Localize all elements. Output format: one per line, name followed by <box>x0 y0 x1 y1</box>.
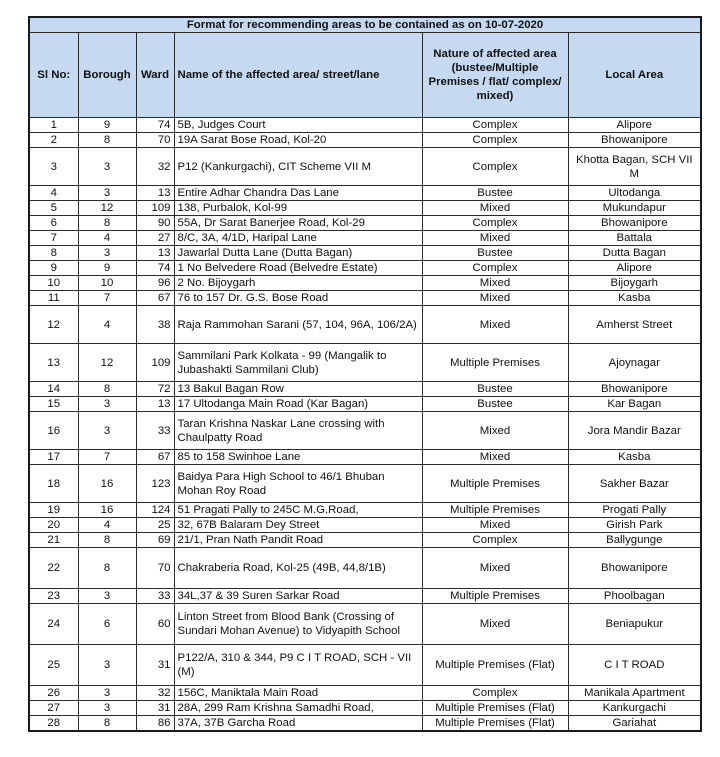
cell-name: 85 to 158 Swinhoe Lane <box>174 450 422 465</box>
cell-local-area: Gariahat <box>568 716 701 732</box>
cell-name: Chakraberia Road, Kol-25 (49B, 44,8/1B) <box>174 548 422 589</box>
cell-borough: 10 <box>78 276 136 291</box>
table-row <box>29 548 701 589</box>
cell-ward: 31 <box>136 701 174 716</box>
cell-local-area: Progati Pally <box>568 503 701 518</box>
cell-borough: 3 <box>78 186 136 201</box>
table-row <box>29 216 701 231</box>
cell-sl-no: 21 <box>29 533 78 548</box>
cell-nature: Mixed <box>422 412 568 450</box>
cell-name: 19A Sarat Bose Road, Kol-20 <box>174 133 422 148</box>
table-row <box>29 645 701 686</box>
cell-borough: 3 <box>78 645 136 686</box>
cell-sl-no: 27 <box>29 701 78 716</box>
cell-ward: 86 <box>136 716 174 732</box>
cell-borough: 12 <box>78 201 136 216</box>
cell-ward: 32 <box>136 148 174 186</box>
cell-nature: Bustee <box>422 397 568 412</box>
table-row <box>29 231 701 246</box>
cell-borough: 4 <box>78 306 136 344</box>
cell-sl-no: 25 <box>29 645 78 686</box>
cell-local-area: Battala <box>568 231 701 246</box>
cell-name: P122/A, 310 & 344, P9 C I T ROAD, SCH - VII (M) <box>174 645 422 686</box>
cell-name: Sammilani Park Kolkata - 99 (Mangalik to Jubashakti Sammilani Club) <box>174 344 422 382</box>
cell-sl-no: 8 <box>29 246 78 261</box>
cell-nature: Mixed <box>422 518 568 533</box>
cell-local-area: Alipore <box>568 261 701 276</box>
cell-local-area: Jora Mandir Bazar <box>568 412 701 450</box>
cell-sl-no: 26 <box>29 686 78 701</box>
cell-name: P12 (Kankurgachi), CIT Scheme VII M <box>174 148 422 186</box>
cell-name: Taran Krishna Naskar Lane crossing with Chaulpatty Road <box>174 412 422 450</box>
cell-nature: Mixed <box>422 306 568 344</box>
table-row <box>29 533 701 548</box>
table-row <box>29 118 701 133</box>
cell-nature: Bustee <box>422 246 568 261</box>
cell-borough: 8 <box>78 216 136 231</box>
table-row <box>29 246 701 261</box>
cell-ward: 70 <box>136 548 174 589</box>
cell-local-area: Bhowanipore <box>568 548 701 589</box>
table-row <box>29 261 701 276</box>
cell-local-area: Ballygunge <box>568 533 701 548</box>
cell-local-area: Kasba <box>568 450 701 465</box>
cell-ward: 67 <box>136 291 174 306</box>
cell-nature: Complex <box>422 216 568 231</box>
cell-local-area: Bijoygarh <box>568 276 701 291</box>
table-body <box>29 118 701 732</box>
cell-name: 37A, 37B Garcha Road <box>174 716 422 732</box>
cell-nature: Multiple Premises <box>422 344 568 382</box>
cell-name: Linton Street from Blood Bank (Crossing of Sundari Mohan Avenue) to Vidyapith School <box>174 604 422 645</box>
table-row <box>29 186 701 201</box>
cell-sl-no: 23 <box>29 589 78 604</box>
cell-nature: Complex <box>422 148 568 186</box>
cell-local-area: Kasba <box>568 291 701 306</box>
cell-sl-no: 28 <box>29 716 78 732</box>
cell-name: Jawarlal Dutta Lane (Dutta Bagan) <box>174 246 422 261</box>
cell-nature: Mixed <box>422 548 568 589</box>
cell-local-area: Ajoynagar <box>568 344 701 382</box>
cell-nature: Complex <box>422 686 568 701</box>
cell-ward: 96 <box>136 276 174 291</box>
cell-ward: 72 <box>136 382 174 397</box>
table-row <box>29 201 701 216</box>
cell-nature: Multiple Premises <box>422 503 568 518</box>
cell-local-area: Kankurgachi <box>568 701 701 716</box>
cell-nature: Complex <box>422 533 568 548</box>
cell-local-area: Kar Bagan <box>568 397 701 412</box>
cell-name: 5B, Judges Court <box>174 118 422 133</box>
cell-nature: Mixed <box>422 604 568 645</box>
cell-ward: 90 <box>136 216 174 231</box>
cell-ward: 69 <box>136 533 174 548</box>
cell-nature: Complex <box>422 261 568 276</box>
cell-name: Entire Adhar Chandra Das Lane <box>174 186 422 201</box>
cell-borough: 3 <box>78 686 136 701</box>
cell-local-area: Bhowanipore <box>568 216 701 231</box>
cell-nature: Bustee <box>422 382 568 397</box>
cell-name: 156C, Maniktala Main Road <box>174 686 422 701</box>
cell-ward: 33 <box>136 589 174 604</box>
table-row <box>29 412 701 450</box>
table-row <box>29 344 701 382</box>
cell-borough: 3 <box>78 589 136 604</box>
cell-ward: 74 <box>136 261 174 276</box>
cell-ward: 13 <box>136 186 174 201</box>
cell-nature: Mixed <box>422 231 568 246</box>
cell-name: 28A, 299 Ram Krishna Samadhi Road, <box>174 701 422 716</box>
cell-local-area: C I T ROAD <box>568 645 701 686</box>
table-title: Format for recommending areas to be contained as on 10-07-2020 <box>29 17 701 33</box>
cell-ward: 32 <box>136 686 174 701</box>
col-header-nature: Nature of affected area (bustee/Multiple Premises / flat/ complex/ mixed) <box>422 33 568 118</box>
cell-name: Raja Rammohan Sarani (57, 104, 96A, 106/2A) <box>174 306 422 344</box>
cell-nature: Mixed <box>422 450 568 465</box>
cell-sl-no: 10 <box>29 276 78 291</box>
table-row <box>29 589 701 604</box>
cell-borough: 7 <box>78 291 136 306</box>
cell-borough: 9 <box>78 118 136 133</box>
cell-nature: Multiple Premises (Flat) <box>422 701 568 716</box>
cell-nature: Multiple Premises <box>422 589 568 604</box>
cell-borough: 8 <box>78 548 136 589</box>
cell-borough: 8 <box>78 716 136 732</box>
table-row <box>29 382 701 397</box>
cell-name: 138, Purbalok, Kol-99 <box>174 201 422 216</box>
cell-sl-no: 22 <box>29 548 78 589</box>
col-header-local-area: Local Area <box>568 33 701 118</box>
col-header-sl-no: Sl No: <box>29 33 78 118</box>
cell-local-area: Dutta Bagan <box>568 246 701 261</box>
cell-sl-no: 16 <box>29 412 78 450</box>
table-row <box>29 397 701 412</box>
cell-nature: Multiple Premises <box>422 465 568 503</box>
cell-borough: 3 <box>78 701 136 716</box>
cell-name: 1 No Belvedere Road (Belvedre Estate) <box>174 261 422 276</box>
cell-local-area: Alipore <box>568 118 701 133</box>
cell-sl-no: 6 <box>29 216 78 231</box>
cell-borough: 16 <box>78 465 136 503</box>
cell-sl-no: 2 <box>29 133 78 148</box>
cell-ward: 13 <box>136 397 174 412</box>
cell-borough: 8 <box>78 533 136 548</box>
table-row <box>29 604 701 645</box>
cell-name: 51 Pragati Pally to 245C M.G.Road, <box>174 503 422 518</box>
cell-ward: 38 <box>136 306 174 344</box>
cell-local-area: Bhowanipore <box>568 133 701 148</box>
table-row <box>29 503 701 518</box>
cell-borough: 8 <box>78 133 136 148</box>
cell-name: 21/1, Pran Nath Pandit Road <box>174 533 422 548</box>
cell-borough: 7 <box>78 450 136 465</box>
cell-borough: 4 <box>78 518 136 533</box>
cell-sl-no: 18 <box>29 465 78 503</box>
cell-local-area: Beniapukur <box>568 604 701 645</box>
cell-nature: Complex <box>422 118 568 133</box>
table-row <box>29 306 701 344</box>
cell-ward: 60 <box>136 604 174 645</box>
cell-ward: 70 <box>136 133 174 148</box>
cell-local-area: Bhowanipore <box>568 382 701 397</box>
table-row <box>29 133 701 148</box>
cell-local-area: Sakher Bazar <box>568 465 701 503</box>
cell-ward: 124 <box>136 503 174 518</box>
cell-sl-no: 24 <box>29 604 78 645</box>
cell-name: 17 Ultodanga Main Road (Kar Bagan) <box>174 397 422 412</box>
cell-nature: Multiple Premises (Flat) <box>422 716 568 732</box>
cell-sl-no: 7 <box>29 231 78 246</box>
cell-sl-no: 15 <box>29 397 78 412</box>
cell-nature: Multiple Premises (Flat) <box>422 645 568 686</box>
cell-ward: 27 <box>136 231 174 246</box>
cell-local-area: Ultodanga <box>568 186 701 201</box>
cell-sl-no: 17 <box>29 450 78 465</box>
cell-sl-no: 19 <box>29 503 78 518</box>
cell-name: 34L,37 & 39 Suren Sarkar Road <box>174 589 422 604</box>
cell-nature: Mixed <box>422 276 568 291</box>
table-row <box>29 465 701 503</box>
cell-sl-no: 11 <box>29 291 78 306</box>
cell-borough: 4 <box>78 231 136 246</box>
cell-name: 76 to 157 Dr. G.S. Bose Road <box>174 291 422 306</box>
cell-ward: 67 <box>136 450 174 465</box>
cell-borough: 9 <box>78 261 136 276</box>
cell-borough: 3 <box>78 148 136 186</box>
cell-sl-no: 1 <box>29 118 78 133</box>
cell-ward: 33 <box>136 412 174 450</box>
col-header-name: Name of the affected area/ street/lane <box>174 33 422 118</box>
cell-ward: 13 <box>136 246 174 261</box>
cell-name: Baidya Para High School to 46/1 Bhuban Mohan Roy Road <box>174 465 422 503</box>
cell-borough: 3 <box>78 397 136 412</box>
containment-areas-table <box>28 16 702 732</box>
cell-borough: 12 <box>78 344 136 382</box>
cell-sl-no: 3 <box>29 148 78 186</box>
cell-sl-no: 4 <box>29 186 78 201</box>
table-row <box>29 450 701 465</box>
cell-borough: 3 <box>78 246 136 261</box>
cell-name: 55A, Dr Sarat Banerjee Road, Kol-29 <box>174 216 422 231</box>
table-row <box>29 701 701 716</box>
cell-borough: 16 <box>78 503 136 518</box>
cell-name: 32, 67B Balaram Dey Street <box>174 518 422 533</box>
table-row <box>29 148 701 186</box>
cell-local-area: Khotta Bagan, SCH VII M <box>568 148 701 186</box>
cell-borough: 3 <box>78 412 136 450</box>
cell-local-area: Girish Park <box>568 518 701 533</box>
cell-nature: Bustee <box>422 186 568 201</box>
cell-sl-no: 12 <box>29 306 78 344</box>
cell-sl-no: 13 <box>29 344 78 382</box>
cell-local-area: Amherst Street <box>568 306 701 344</box>
cell-name: 13 Bakul Bagan Row <box>174 382 422 397</box>
cell-sl-no: 20 <box>29 518 78 533</box>
table-row <box>29 276 701 291</box>
table-row <box>29 716 701 732</box>
cell-ward: 109 <box>136 201 174 216</box>
cell-ward: 31 <box>136 645 174 686</box>
cell-local-area: Manikala Apartment <box>568 686 701 701</box>
cell-local-area: Mukundapur <box>568 201 701 216</box>
cell-borough: 8 <box>78 382 136 397</box>
cell-nature: Mixed <box>422 291 568 306</box>
cell-nature: Complex <box>422 133 568 148</box>
cell-borough: 6 <box>78 604 136 645</box>
cell-ward: 25 <box>136 518 174 533</box>
cell-local-area: Phoolbagan <box>568 589 701 604</box>
cell-name: 8/C, 3A, 4/1D, Haripal Lane <box>174 231 422 246</box>
cell-nature: Mixed <box>422 201 568 216</box>
col-header-ward: Ward <box>136 33 174 118</box>
cell-ward: 109 <box>136 344 174 382</box>
table-row <box>29 518 701 533</box>
cell-ward: 123 <box>136 465 174 503</box>
col-header-borough: Borough <box>78 33 136 118</box>
cell-name: 2 No. Bijoygarh <box>174 276 422 291</box>
cell-ward: 74 <box>136 118 174 133</box>
table-row <box>29 686 701 701</box>
table-row <box>29 291 701 306</box>
cell-sl-no: 9 <box>29 261 78 276</box>
cell-sl-no: 14 <box>29 382 78 397</box>
cell-sl-no: 5 <box>29 201 78 216</box>
